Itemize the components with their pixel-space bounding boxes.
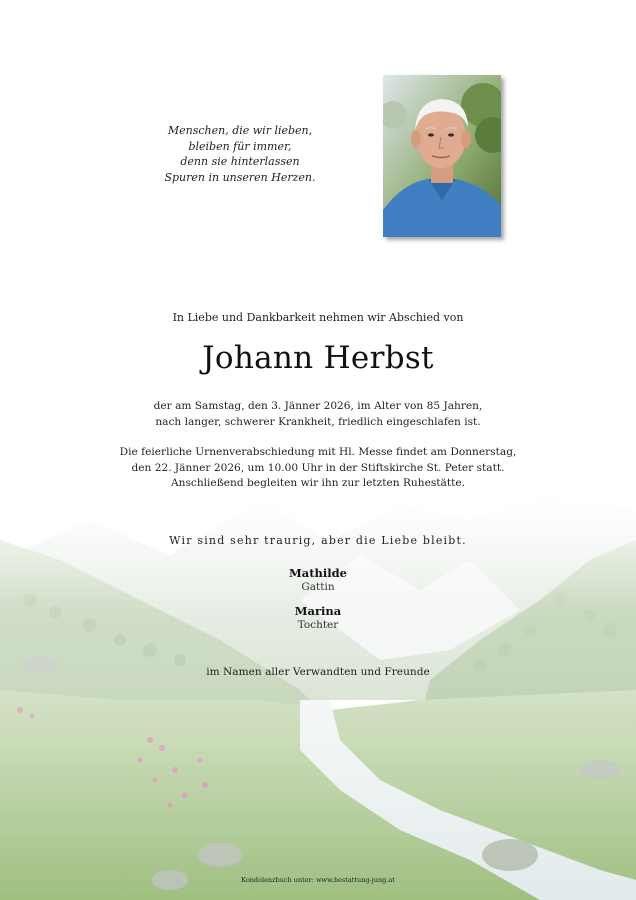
ceremony-line: Die feierliche Urnenverabschiedung mit Hl. Messe findet am Donnerstag, bbox=[119, 446, 517, 458]
quote-line: Spuren in unseren Herzen. bbox=[164, 170, 316, 184]
ceremony-line: den 22. Jänner 2026, um 10.00 Uhr in der Stiftskirche St. Peter statt. bbox=[131, 461, 505, 474]
condolence-book-link[interactable]: Kondolenzbuch unter: www.bestattung-jung.at bbox=[241, 876, 395, 884]
mourner-name: Mathilde bbox=[289, 566, 347, 580]
mourner-relation: Gattin bbox=[301, 581, 335, 593]
deceased-name: Johann Herbst bbox=[202, 340, 434, 376]
quote-line: bleiben für immer, bbox=[188, 139, 292, 153]
quote-line: Menschen, die wir lieben, bbox=[167, 124, 313, 137]
portrait-photo bbox=[383, 75, 501, 237]
ceremony-details bbox=[0, 445, 636, 492]
motto-text: Wir sind sehr traurig, aber die Liebe bleibt. bbox=[169, 534, 467, 547]
ceremony-line: Anschließend begleiten wir ihn zur letzten Ruhestätte. bbox=[170, 477, 465, 489]
closing-text: im Namen aller Verwandten und Freunde bbox=[206, 666, 430, 678]
death-notice bbox=[0, 399, 636, 430]
mourner-name: Marina bbox=[294, 604, 342, 618]
death-notice-line: nach langer, schwerer Krankheit, friedlich eingeschlafen ist. bbox=[155, 415, 481, 428]
quote-line: denn sie hinterlassen bbox=[180, 155, 300, 168]
portrait-image bbox=[383, 75, 501, 237]
memorial-quote bbox=[140, 123, 340, 185]
mourner-entry bbox=[0, 604, 636, 631]
mourner-relation: Tochter bbox=[297, 619, 339, 631]
intro-text: In Liebe und Dankbarkeit nehmen wir Abschied von bbox=[172, 311, 464, 324]
death-notice-line: der am Samstag, den 3. Jänner 2026, im Alter von 85 Jahren, bbox=[153, 400, 483, 412]
mourner-entry bbox=[0, 566, 636, 593]
